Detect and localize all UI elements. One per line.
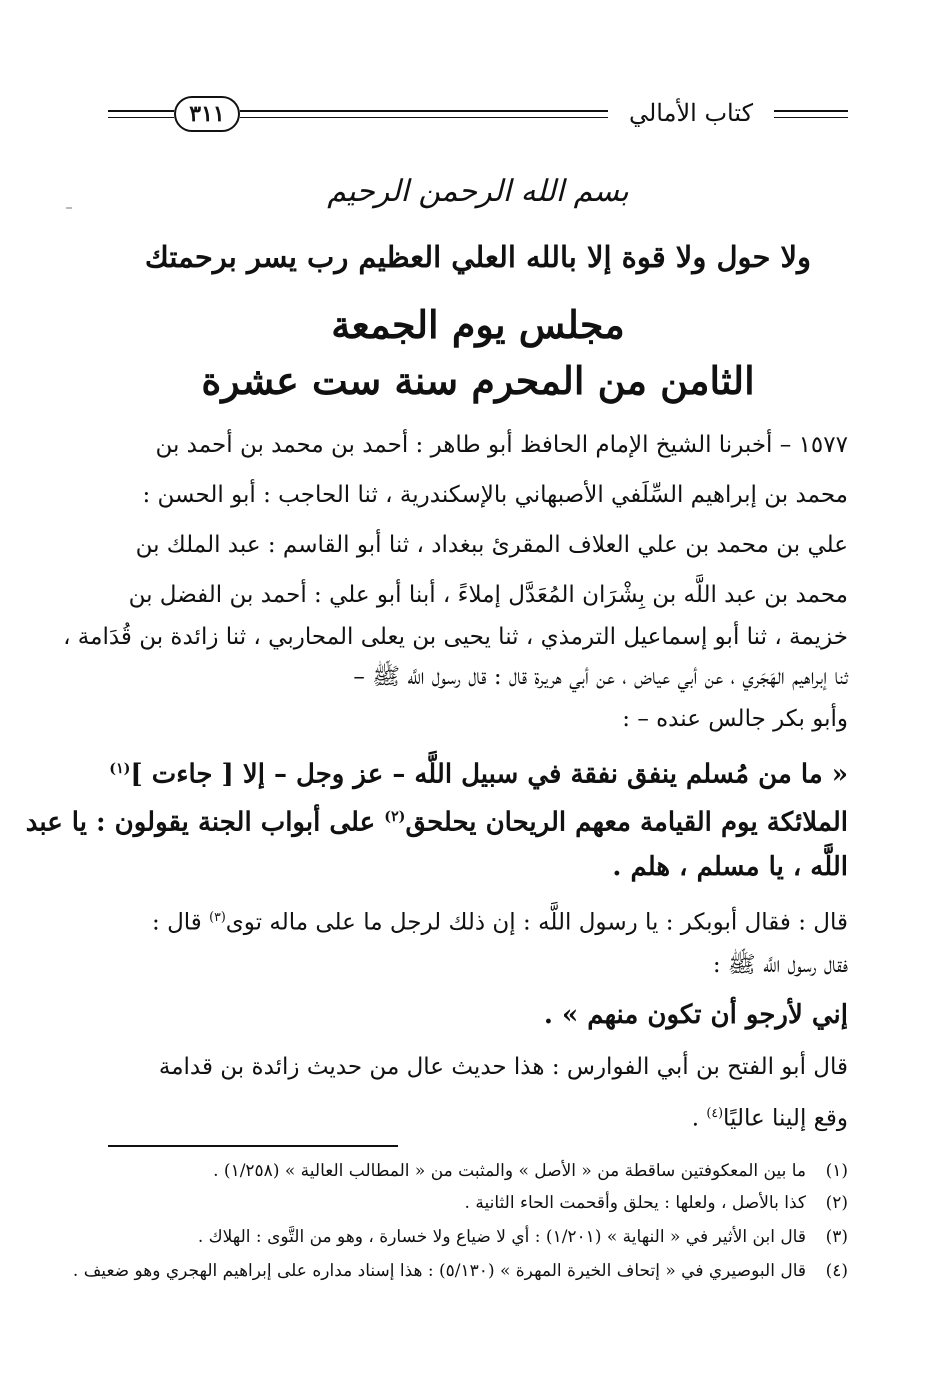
dialogue-text: قال : فقال أبوبكر : يا رسول اللَّه : إن ذلك لرجل ما على ماله توى [225, 909, 848, 936]
majlis-date: الثامن من المحرم سنة ست عشرة [201, 358, 755, 403]
closing-line: قال أبو الفتح بن أبي الفوارس : هذا حديث عال من حديث زائدة بن قدامة [158, 1054, 848, 1080]
footnote [108, 1224, 848, 1250]
footnote-number: (٣) [825, 1227, 848, 1247]
body-line: محمد بن عبد اللَّه بن بِشْرَان المُعَدَّل إملاءً ، أبنا أبو علي : أحمد بن الفضل بن [128, 582, 848, 608]
hadith-line [108, 752, 848, 792]
body-line: علي بن محمد بن علي العلاف المقرئ ببغداد ، ثنا أبو القاسم : عبد الملك بن [135, 532, 848, 558]
closing-text: . [691, 1105, 707, 1132]
hadith-line: اللَّه ، يا مسلم ، هلم . [612, 852, 848, 882]
hadith-text: الملائكة يوم القيامة معهم الريحان يحلحق [405, 807, 848, 838]
main-text [25, 0, 848, 1390]
basmala: بسم الله الرحمن الرحيم [327, 174, 629, 209]
closing-text: وقع إلينا عاليًا [723, 1105, 848, 1132]
footnote-text: كذا بالأصل ، ولعلها : يحلق وأقحمت الحاء الثانية . [464, 1193, 806, 1213]
book-title: كتاب الأمالي [628, 99, 754, 127]
footnote-marker: (٢) [384, 809, 406, 825]
hadith-line [25, 800, 848, 840]
footnote-marker: (٤) [706, 1105, 724, 1120]
footnote-number: (١) [825, 1161, 848, 1181]
footnote-rule [108, 1145, 398, 1147]
footnote [108, 1158, 848, 1184]
body-line: ١٥٧٧ – أخبرنا الشيخ الإمام الحافظ أبو طاهر : أحمد بن محمد بن أحمد بن [155, 432, 848, 458]
hadith-end: إني لأرجو أن تكون منهم » . [543, 1000, 848, 1030]
closing-line [108, 1096, 848, 1136]
footnote-marker: (١) [109, 761, 131, 777]
footnote-number: (٢) [825, 1193, 848, 1213]
footnote-marker: (٣) [209, 909, 226, 924]
footnote [72, 1258, 848, 1284]
dialogue-text: قال : [152, 909, 210, 936]
body-line: خزيمة ، ثنا أبو إسماعيل الترمذي ، ثنا يحيى بن يعلى المحاربي ، ثنا زائدة بن قُدَامة ، [63, 624, 848, 650]
margin-mark [66, 207, 72, 209]
footnote [108, 1190, 848, 1216]
hadith-text: « ما من مُسلم ينفق نفقة في سبيل اللَّه – عز وجل – إلا [ جاءت ] [130, 759, 848, 790]
invocation: ولا حول ولا قوة إلا بالله العلي العظيم رب يسر برحمتك [144, 240, 812, 274]
majlis-title: مجلس يوم الجمعة [331, 302, 625, 347]
dialogue-line: فقال رسول اللَّه ﷺ : [712, 952, 848, 978]
body-line: وأبو بكر جالس عنده – : [622, 706, 848, 732]
hadith-text: على أبواب الجنة يقولون : يا عبد [25, 807, 385, 838]
page-number: ٣١١ [174, 96, 240, 132]
dialogue-line [108, 900, 848, 940]
body-line: محمد بن إبراهيم السِّلَفي الأصبهاني بالإسكندرية ، ثنا الحاجب : أبو الحسن : [142, 482, 848, 508]
footnote-number: (٤) [825, 1261, 848, 1281]
body-line: ثنا إبراهيم الهَجَري ، عن أبي عياض ، عن أبي هريرة قال : قال رسول اللَّه ﷺ – [353, 664, 848, 690]
footnote-text: ما بين المعكوفتين ساقطة من « الأصل » والمثبت من « المطالب العالية » (١/٢٥٨) . [213, 1161, 806, 1181]
footnote-text: قال ابن الأثير في « النهاية » (١/٢٠١) : أي لا ضياع ولا خسارة ، وهو من التَّوى : الهلاك . [197, 1227, 806, 1247]
footnote-text: قال البوصيري في « إتحاف الخيرة المهرة » (٥/١٣٠) : هذا إسناد مداره على إبراهيم الهجري وهو ضعيف . [72, 1261, 806, 1281]
